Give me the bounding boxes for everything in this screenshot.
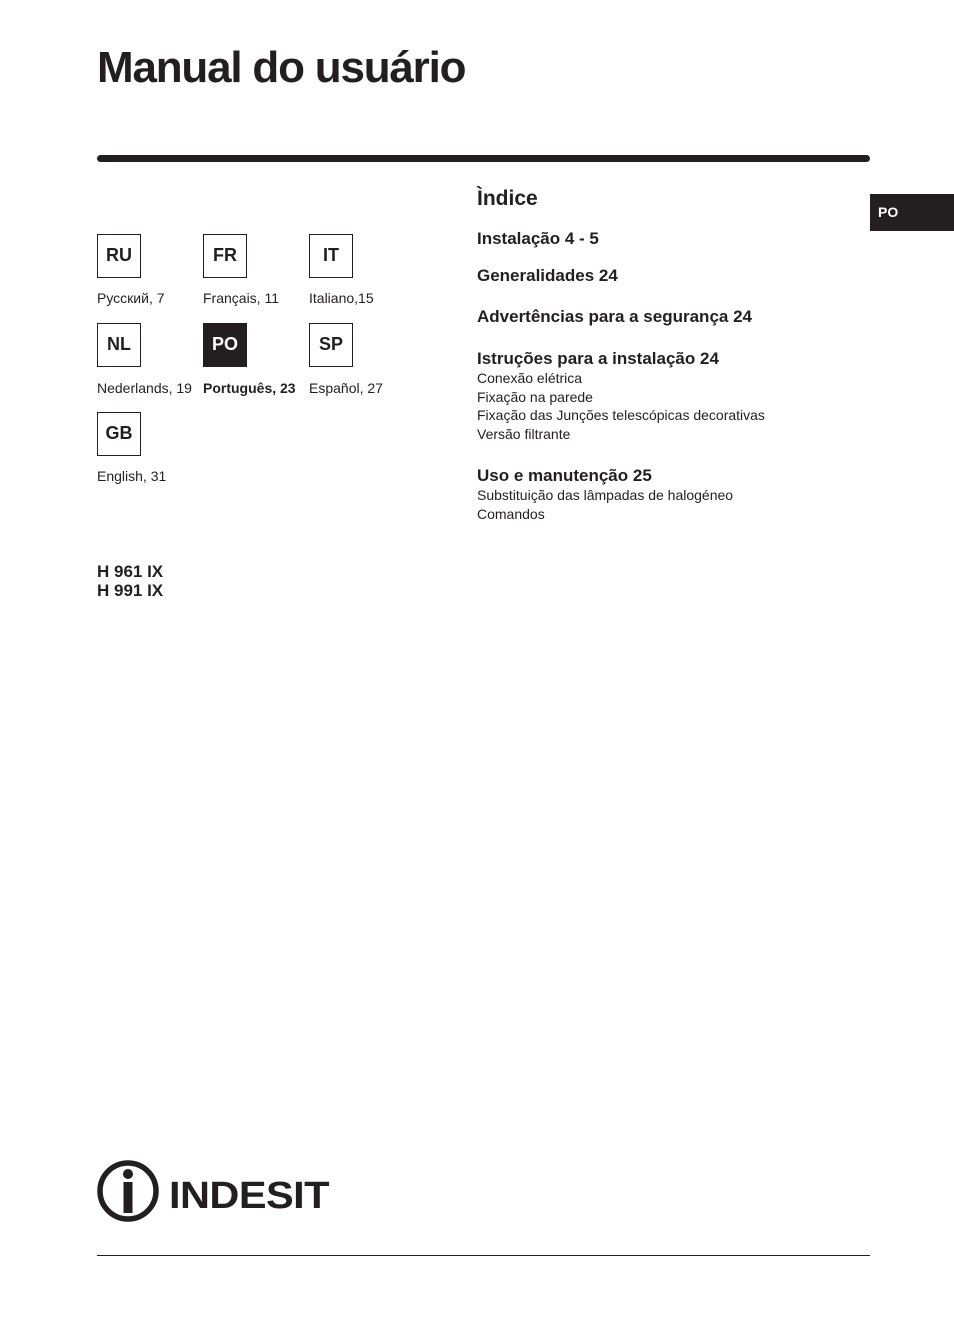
toc-section-safety xyxy=(477,307,867,327)
toc-subitem[interactable]: Comandos xyxy=(477,505,545,522)
toc-section-general xyxy=(477,266,867,286)
toc-heading[interactable]: Generalidades 24 xyxy=(477,266,618,285)
lang-label-fr[interactable]: Français, 11 xyxy=(203,290,279,306)
model-list xyxy=(97,562,163,600)
lang-box-nl[interactable]: NL xyxy=(97,323,141,367)
footer-divider xyxy=(97,1255,870,1256)
toc-heading[interactable]: Instalação 4 - 5 xyxy=(477,229,599,248)
lang-box-it[interactable]: IT xyxy=(309,234,353,278)
lang-label-it[interactable]: Italiano,15 xyxy=(309,290,374,306)
lang-label-nl[interactable]: Nederlands, 19 xyxy=(97,380,192,396)
toc-heading[interactable]: Istruções para a instalação 24 xyxy=(477,349,719,368)
toc-subitem[interactable]: Fixação na parede xyxy=(477,388,593,405)
toc-section-use-maintenance xyxy=(477,466,867,523)
lang-box-ru[interactable]: RU xyxy=(97,234,141,278)
brand-wordmark: INDESIT xyxy=(169,1175,330,1217)
lang-box-fr[interactable]: FR xyxy=(203,234,247,278)
title-divider xyxy=(97,155,870,162)
lang-label-sp[interactable]: Español, 27 xyxy=(309,380,383,396)
side-language-tab[interactable]: PO xyxy=(870,194,954,231)
toc-section-installation xyxy=(477,229,867,249)
model-number: H 961 IX xyxy=(97,562,164,581)
page-title: Manual do usuário xyxy=(97,43,466,92)
toc-subitem[interactable]: Substituição das lâmpadas de halogéneo xyxy=(477,487,734,503)
toc-heading[interactable]: Advertências para a segurança 24 xyxy=(477,307,752,326)
toc-section-installation-instructions xyxy=(477,349,867,444)
toc-subitem[interactable]: Fixação das Junções telescópicas decorativas xyxy=(477,407,765,424)
toc-subitem[interactable]: Versão filtrante xyxy=(477,426,571,443)
indesit-i-emblem-icon xyxy=(100,1163,156,1219)
lang-box-sp[interactable]: SP xyxy=(309,323,353,367)
lang-box-po-active[interactable]: PO xyxy=(203,323,247,367)
toc-subitem[interactable]: Conexão elétrica xyxy=(477,370,583,386)
toc-heading[interactable]: Uso e manutenção 25 xyxy=(477,466,652,485)
indesit-logo xyxy=(97,1160,337,1224)
lang-box-gb[interactable]: GB xyxy=(97,412,141,456)
index-title: Ìndice xyxy=(477,187,538,210)
model-number: H 991 IX xyxy=(97,581,164,600)
lang-label-po-active[interactable]: Português, 23 xyxy=(203,380,296,396)
lang-label-ru[interactable]: Русский, 7 xyxy=(97,290,165,306)
lang-label-gb[interactable]: English, 31 xyxy=(97,468,167,484)
